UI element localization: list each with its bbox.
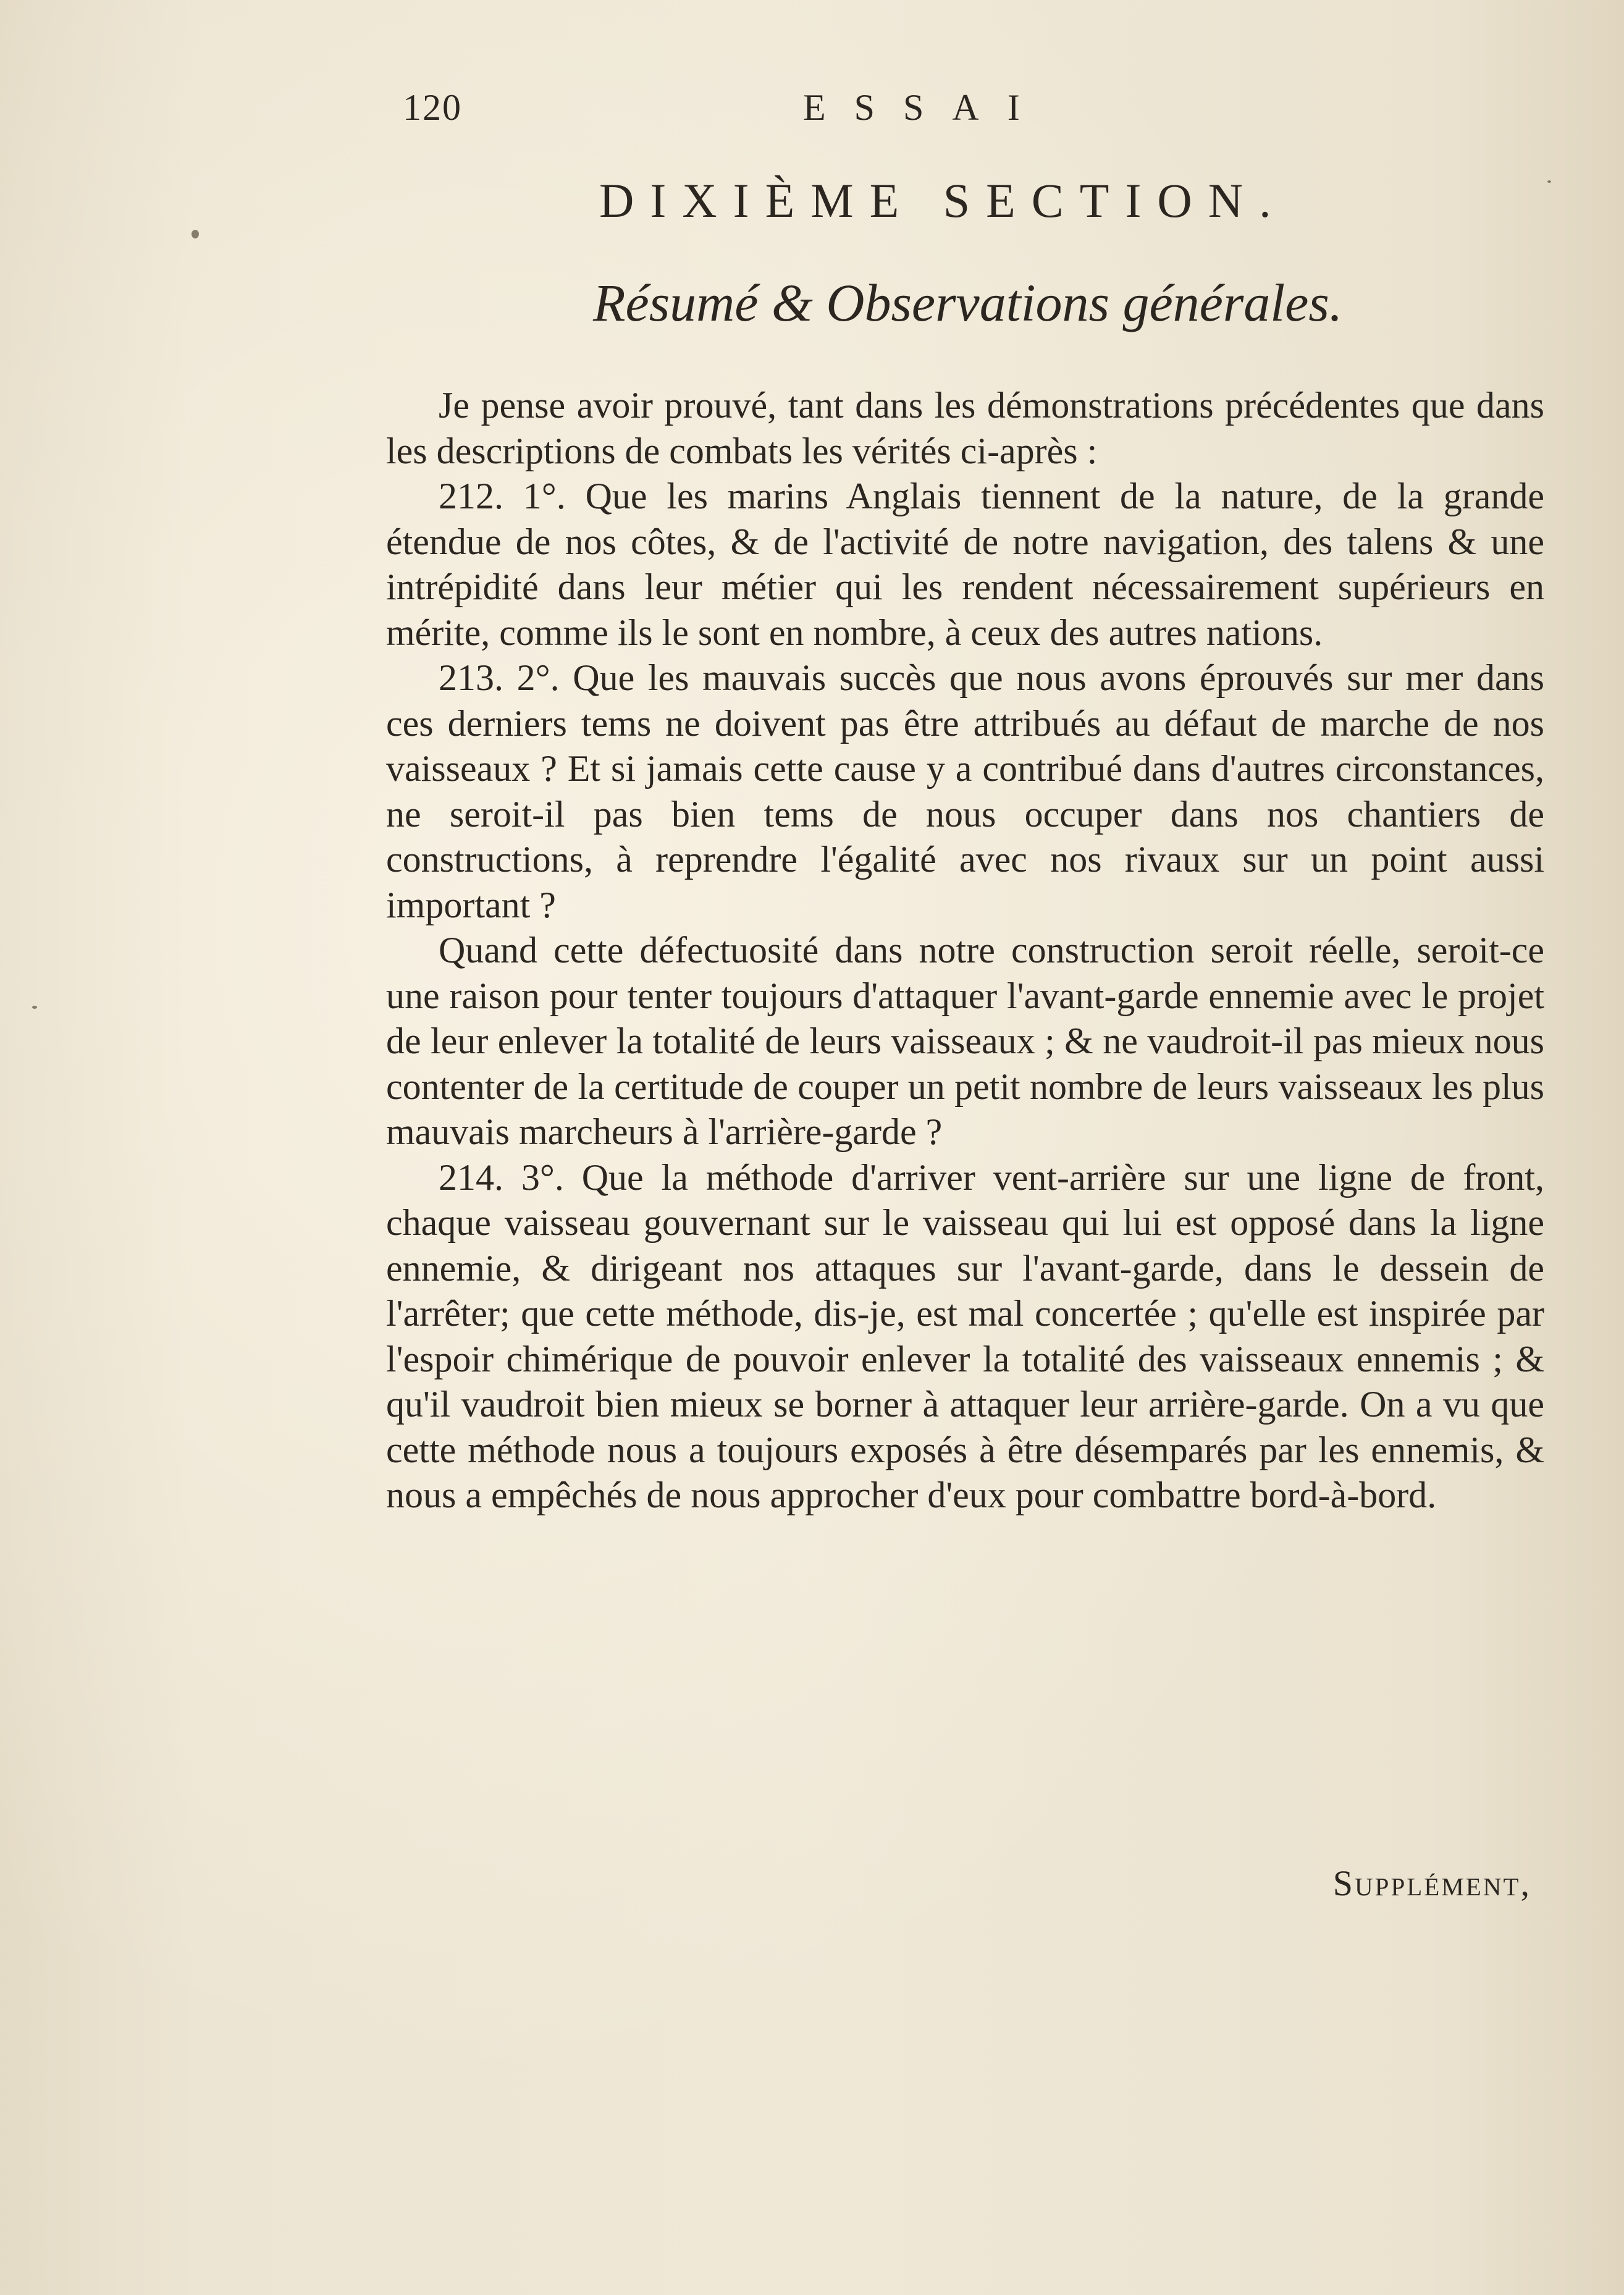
section-subtitle: Résumé & Observations générales. xyxy=(593,273,1343,332)
section-title: DIXIÈME SECTION. xyxy=(599,174,1287,227)
running-head: ESSAI xyxy=(803,87,1048,128)
paragraph-quand: Quand cette défectuosité dans notre construction seroit réelle, seroit-ce une raison pour tenter toujours d'attaquer l'avant-garde ennemie avec le projet de leur enlever la totalité de leurs vaisseaux ; & ne vaudroit-il pas mieux nous contenter de la certitude de couper un petit nombre de leurs vaisseaux les plus mauvais marcheurs à l'arrière-garde ? xyxy=(386,930,1544,1152)
paragraph-212: 212. 1°. Que les marins Anglais tiennent de la nature, de la grande étendue de nos côtes, & de l'activité de notre navigation, des talens & une intrépidité dans leur métier qui les rendent nécessairement supérieurs en mérite, comme ils le sont en nombre, à ceux des autres nations. xyxy=(386,476,1544,653)
body-text xyxy=(386,383,1544,1518)
paragraph-intro: Je pense avoir prouvé, tant dans les démonstrations précédentes que dans les descriptions de combats les vérités ci-après : xyxy=(386,385,1544,471)
ink-speck xyxy=(191,230,199,238)
paragraph-213: 213. 2°. Que les mauvais succès que nous avons éprouvés sur mer dans ces derniers tems ne doivent pas être attribués au défaut de marche de nos vaisseaux ? Et si jamais cette cause y a contribué dans d'autres circonstances, ne seroit-il pas bien tems de nous occuper dans nos chantiers de constructions, à reprendre l'égalité avec nos rivaux sur un point aussi important ? xyxy=(386,657,1544,925)
paragraph-214: 214. 3°. Que la méthode d'arriver vent-arrière sur une ligne de front, chaque vaisseau gouvernant sur le vaisseau qui lui est opposé dans la ligne ennemie, & dirigeant nos attaques sur l'avant-garde, dans le dessein de l'arrêter; que cette méthode, dis-je, est mal concertée ; qu'elle est inspirée par l'espoir chimérique de pouvoir enlever la totalité des vaisseaux ennemis ; & qu'il vaudroit bien mieux se borner à attaquer leur arrière-garde. On a vu que cette méthode nous a toujours exposés à être désemparés par les ennemis, & nous a empêchés de nous approcher d'eux pour combattre bord-à-bord. xyxy=(386,1156,1544,1515)
ink-speck xyxy=(1547,180,1551,183)
ink-speck xyxy=(32,1006,37,1009)
catchword: Supplément, xyxy=(1332,1863,1531,1903)
page-number: 120 xyxy=(403,87,462,128)
